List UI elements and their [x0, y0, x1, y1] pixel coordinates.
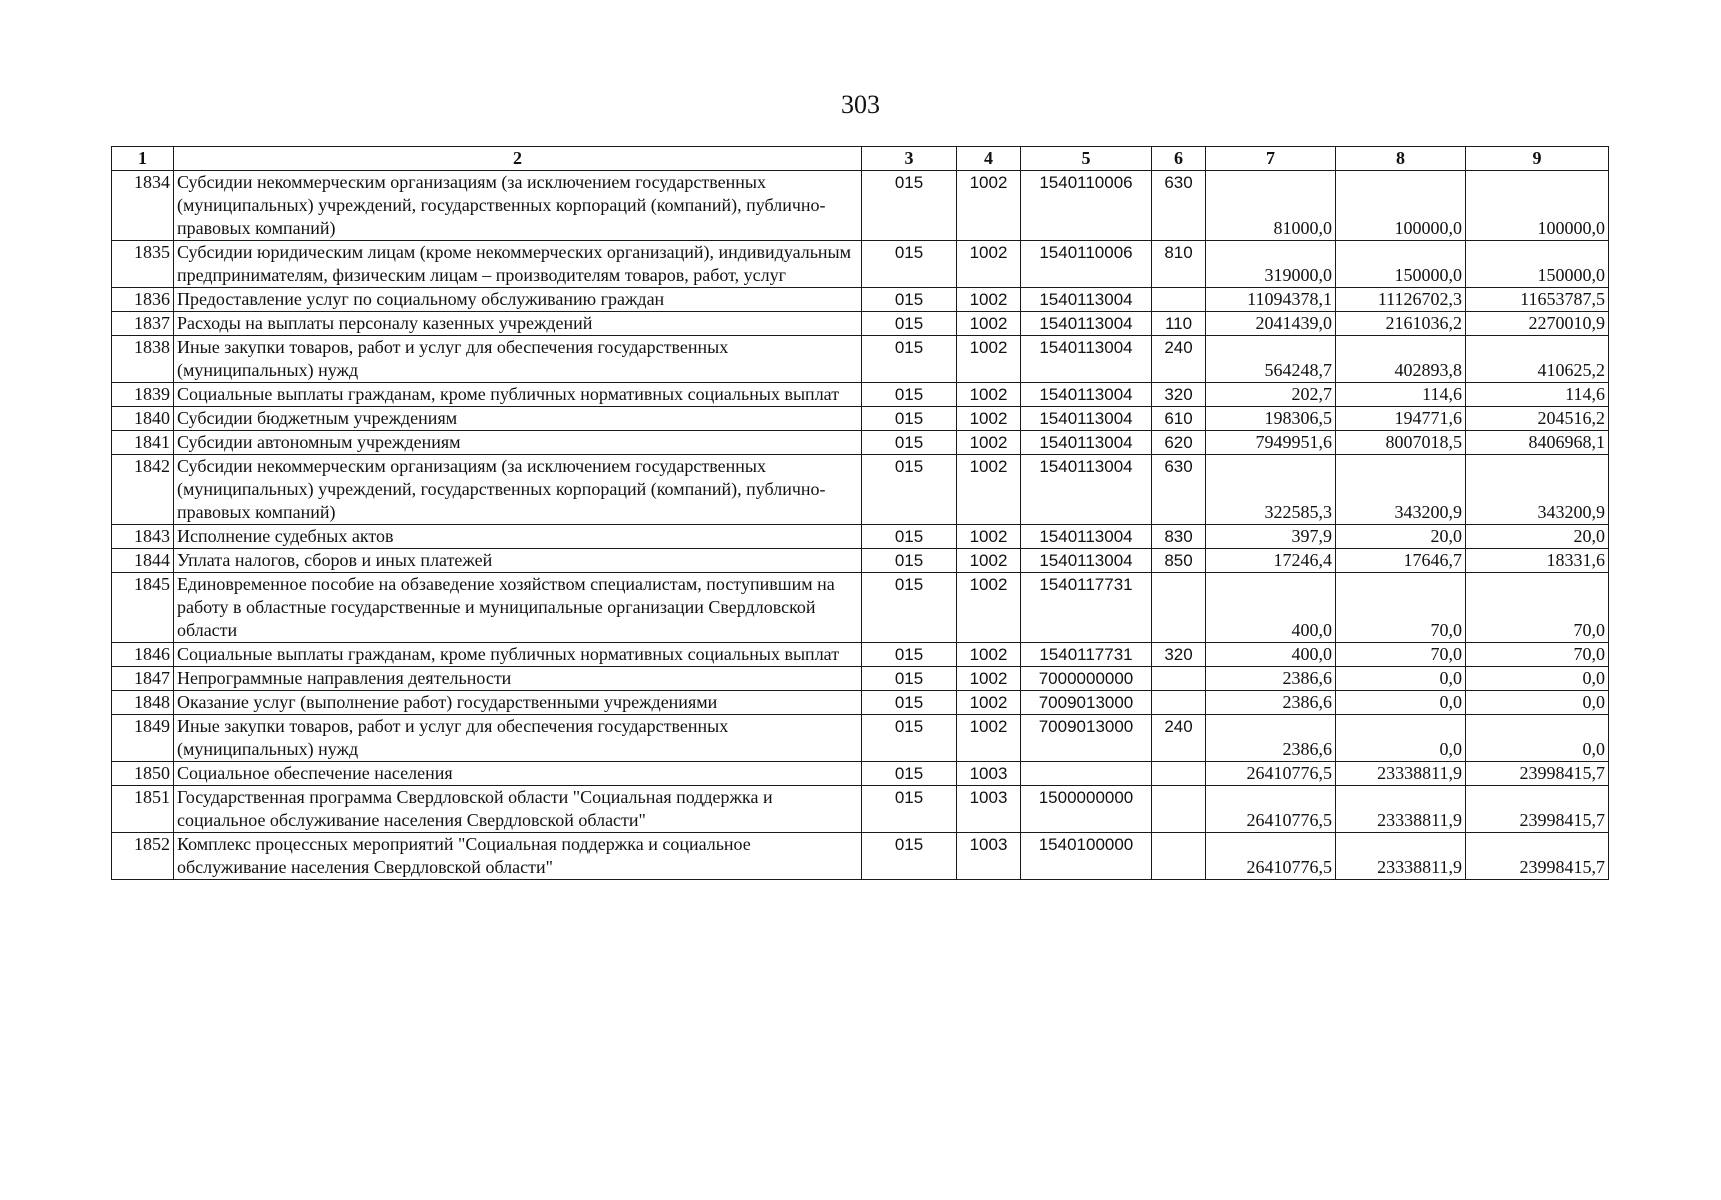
amount-col-8: 100000,0 [1336, 171, 1466, 241]
section-code: 1002 [957, 525, 1021, 549]
target-article-code: 7009013000 [1021, 715, 1152, 762]
target-article-code: 1540113004 [1021, 383, 1152, 407]
table-row [112, 667, 1609, 691]
target-article-code: 1500000000 [1021, 786, 1152, 833]
department-code: 015 [862, 525, 957, 549]
amount-col-8: 70,0 [1336, 573, 1466, 643]
row-number: 1851 [112, 786, 174, 833]
section-code: 1002 [957, 643, 1021, 667]
amount-col-8: 23338811,9 [1336, 762, 1466, 786]
target-article-code: 1540113004 [1021, 455, 1152, 525]
row-description: Субсидии некоммерческим организациям (за исключением государственных (муниципальных) учреждений, государственных корпораций (компаний), публично-правовых компаний) [174, 171, 862, 241]
amount-col-8: 114,6 [1336, 383, 1466, 407]
row-description: Субсидии автономным учреждениям [174, 431, 862, 455]
amount-col-8: 20,0 [1336, 525, 1466, 549]
section-code: 1002 [957, 383, 1021, 407]
section-code: 1002 [957, 667, 1021, 691]
expense-type-code: 240 [1152, 715, 1206, 762]
section-code: 1003 [957, 762, 1021, 786]
amount-col-7: 2386,6 [1206, 691, 1336, 715]
row-description: Непрограммные направления деятельности [174, 667, 862, 691]
amount-col-7: 400,0 [1206, 643, 1336, 667]
table-row [112, 336, 1609, 383]
table-row [112, 573, 1609, 643]
amount-col-9: 11653787,5 [1466, 288, 1609, 312]
row-number: 1841 [112, 431, 174, 455]
row-description: Комплекс процессных мероприятий "Социальная поддержка и социальное обслуживание населения Свердловской области" [174, 833, 862, 880]
amount-col-7: 400,0 [1206, 573, 1336, 643]
amount-col-9: 100000,0 [1466, 171, 1609, 241]
department-code: 015 [862, 383, 957, 407]
expense-type-code [1152, 786, 1206, 833]
department-code: 015 [862, 241, 957, 288]
amount-col-7: 564248,7 [1206, 336, 1336, 383]
column-header-1: 1 [112, 147, 174, 171]
amount-col-7: 17246,4 [1206, 549, 1336, 573]
amount-col-7: 198306,5 [1206, 407, 1336, 431]
section-code: 1002 [957, 336, 1021, 383]
table-row [112, 786, 1609, 833]
amount-col-9: 0,0 [1466, 715, 1609, 762]
column-header-3: 3 [862, 147, 957, 171]
table-row [112, 171, 1609, 241]
amount-col-9: 0,0 [1466, 667, 1609, 691]
expense-type-code [1152, 573, 1206, 643]
table-body [112, 171, 1609, 880]
amount-col-7: 319000,0 [1206, 241, 1336, 288]
row-description: Социальное обеспечение населения [174, 762, 862, 786]
amount-col-9: 20,0 [1466, 525, 1609, 549]
row-number: 1837 [112, 312, 174, 336]
department-code: 015 [862, 833, 957, 880]
department-code: 015 [862, 786, 957, 833]
expense-type-code [1152, 833, 1206, 880]
target-article-code: 1540113004 [1021, 312, 1152, 336]
target-article-code: 1540117731 [1021, 643, 1152, 667]
amount-col-9: 2270010,9 [1466, 312, 1609, 336]
section-code: 1003 [957, 786, 1021, 833]
amount-col-9: 114,6 [1466, 383, 1609, 407]
target-article-code: 7000000000 [1021, 667, 1152, 691]
column-header-9: 9 [1466, 147, 1609, 171]
row-number: 1836 [112, 288, 174, 312]
amount-col-9: 23998415,7 [1466, 786, 1609, 833]
row-number: 1835 [112, 241, 174, 288]
target-article-code: 1540113004 [1021, 288, 1152, 312]
department-code: 015 [862, 312, 957, 336]
table-row [112, 643, 1609, 667]
amount-col-8: 11126702,3 [1336, 288, 1466, 312]
amount-col-9: 23998415,7 [1466, 833, 1609, 880]
target-article-code: 1540113004 [1021, 431, 1152, 455]
amount-col-9: 410625,2 [1466, 336, 1609, 383]
row-number: 1845 [112, 573, 174, 643]
amount-col-8: 343200,9 [1336, 455, 1466, 525]
section-code: 1002 [957, 431, 1021, 455]
table-row [112, 525, 1609, 549]
department-code: 015 [862, 431, 957, 455]
row-number: 1849 [112, 715, 174, 762]
amount-col-7: 81000,0 [1206, 171, 1336, 241]
expense-type-code: 620 [1152, 431, 1206, 455]
row-number: 1834 [112, 171, 174, 241]
amount-col-8: 17646,7 [1336, 549, 1466, 573]
department-code: 015 [862, 762, 957, 786]
amount-col-8: 23338811,9 [1336, 786, 1466, 833]
table-row [112, 383, 1609, 407]
target-article-code: 1540117731 [1021, 573, 1152, 643]
row-description: Субсидии некоммерческим организациям (за исключением государственных (муниципальных) учреждений, государственных корпораций (компаний), публично-правовых компаний) [174, 455, 862, 525]
section-code: 1002 [957, 549, 1021, 573]
row-description: Предоставление услуг по социальному обслуживанию граждан [174, 288, 862, 312]
department-code: 015 [862, 715, 957, 762]
row-number: 1844 [112, 549, 174, 573]
expense-type-code: 830 [1152, 525, 1206, 549]
amount-col-7: 2386,6 [1206, 715, 1336, 762]
amount-col-8: 70,0 [1336, 643, 1466, 667]
table-row [112, 691, 1609, 715]
row-number: 1838 [112, 336, 174, 383]
expense-type-code [1152, 762, 1206, 786]
column-header-8: 8 [1336, 147, 1466, 171]
department-code: 015 [862, 288, 957, 312]
row-description: Уплата налогов, сборов и иных платежей [174, 549, 862, 573]
row-number: 1850 [112, 762, 174, 786]
amount-col-7: 2041439,0 [1206, 312, 1336, 336]
table-row [112, 549, 1609, 573]
table-row [112, 241, 1609, 288]
row-number: 1842 [112, 455, 174, 525]
amount-col-9: 0,0 [1466, 691, 1609, 715]
row-number: 1852 [112, 833, 174, 880]
amount-col-7: 2386,6 [1206, 667, 1336, 691]
amount-col-7: 11094378,1 [1206, 288, 1336, 312]
expense-type-code: 240 [1152, 336, 1206, 383]
row-description: Субсидии бюджетным учреждениям [174, 407, 862, 431]
amount-col-9: 8406968,1 [1466, 431, 1609, 455]
section-code: 1002 [957, 171, 1021, 241]
amount-col-8: 2161036,2 [1336, 312, 1466, 336]
department-code: 015 [862, 549, 957, 573]
section-code: 1002 [957, 715, 1021, 762]
expense-type-code: 850 [1152, 549, 1206, 573]
section-code: 1002 [957, 241, 1021, 288]
row-number: 1839 [112, 383, 174, 407]
target-article-code: 1540110006 [1021, 171, 1152, 241]
expense-type-code [1152, 288, 1206, 312]
table-row [112, 288, 1609, 312]
row-number: 1848 [112, 691, 174, 715]
table-row [112, 762, 1609, 786]
table-header [112, 147, 1609, 171]
amount-col-9: 150000,0 [1466, 241, 1609, 288]
department-code: 015 [862, 691, 957, 715]
department-code: 015 [862, 407, 957, 431]
row-description: Иные закупки товаров, работ и услуг для обеспечения государственных (муниципальных) нужд [174, 336, 862, 383]
row-number: 1847 [112, 667, 174, 691]
expense-type-code: 630 [1152, 171, 1206, 241]
target-article-code: 1540113004 [1021, 525, 1152, 549]
section-code: 1002 [957, 288, 1021, 312]
row-number: 1846 [112, 643, 174, 667]
table-row [112, 715, 1609, 762]
amount-col-8: 150000,0 [1336, 241, 1466, 288]
amount-col-8: 402893,8 [1336, 336, 1466, 383]
row-description: Социальные выплаты гражданам, кроме публичных нормативных социальных выплат [174, 643, 862, 667]
expense-type-code: 320 [1152, 643, 1206, 667]
amount-col-9: 204516,2 [1466, 407, 1609, 431]
amount-col-9: 70,0 [1466, 573, 1609, 643]
department-code: 015 [862, 643, 957, 667]
table-row [112, 407, 1609, 431]
department-code: 015 [862, 573, 957, 643]
row-description: Социальные выплаты гражданам, кроме публичных нормативных социальных выплат [174, 383, 862, 407]
target-article-code: 7009013000 [1021, 691, 1152, 715]
table-row [112, 455, 1609, 525]
amount-col-9: 18331,6 [1466, 549, 1609, 573]
department-code: 015 [862, 455, 957, 525]
expense-type-code: 110 [1152, 312, 1206, 336]
amount-col-8: 0,0 [1336, 691, 1466, 715]
row-description: Оказание услуг (выполнение работ) государственными учреждениями [174, 691, 862, 715]
header-row [112, 147, 1609, 171]
expense-type-code: 810 [1152, 241, 1206, 288]
amount-col-8: 0,0 [1336, 667, 1466, 691]
table-row [112, 312, 1609, 336]
amount-col-8: 194771,6 [1336, 407, 1466, 431]
amount-col-8: 0,0 [1336, 715, 1466, 762]
expense-type-code: 320 [1152, 383, 1206, 407]
amount-col-8: 8007018,5 [1336, 431, 1466, 455]
column-header-6: 6 [1152, 147, 1206, 171]
department-code: 015 [862, 667, 957, 691]
section-code: 1003 [957, 833, 1021, 880]
amount-col-9: 70,0 [1466, 643, 1609, 667]
column-header-4: 4 [957, 147, 1021, 171]
amount-col-7: 322585,3 [1206, 455, 1336, 525]
row-description: Исполнение судебных актов [174, 525, 862, 549]
target-article-code [1021, 762, 1152, 786]
row-description: Государственная программа Свердловской области "Социальная поддержка и социальное обслуживание населения Свердловской области" [174, 786, 862, 833]
target-article-code: 1540113004 [1021, 407, 1152, 431]
amount-col-7: 7949951,6 [1206, 431, 1336, 455]
amount-col-7: 202,7 [1206, 383, 1336, 407]
section-code: 1002 [957, 455, 1021, 525]
row-description: Расходы на выплаты персоналу казенных учреждений [174, 312, 862, 336]
table-row [112, 833, 1609, 880]
column-header-7: 7 [1206, 147, 1336, 171]
target-article-code: 1540110006 [1021, 241, 1152, 288]
budget-table [111, 146, 1609, 880]
department-code: 015 [862, 336, 957, 383]
target-article-code: 1540113004 [1021, 549, 1152, 573]
section-code: 1002 [957, 691, 1021, 715]
target-article-code: 1540113004 [1021, 336, 1152, 383]
amount-col-8: 23338811,9 [1336, 833, 1466, 880]
target-article-code: 1540100000 [1021, 833, 1152, 880]
expense-type-code [1152, 691, 1206, 715]
amount-col-7: 26410776,5 [1206, 762, 1336, 786]
section-code: 1002 [957, 407, 1021, 431]
expense-type-code: 630 [1152, 455, 1206, 525]
section-code: 1002 [957, 312, 1021, 336]
column-header-5: 5 [1021, 147, 1152, 171]
amount-col-7: 26410776,5 [1206, 833, 1336, 880]
department-code: 015 [862, 171, 957, 241]
row-description: Единовременное пособие на обзаведение хозяйством специалистам, поступившим на работу в областные государственные и муниципальные организации Свердловской области [174, 573, 862, 643]
expense-type-code [1152, 667, 1206, 691]
row-description: Субсидии юридическим лицам (кроме некоммерческих организаций), индивидуальным предпринимателям, физическим лицам – производителям товаров, работ, услуг [174, 241, 862, 288]
row-number: 1840 [112, 407, 174, 431]
amount-col-7: 26410776,5 [1206, 786, 1336, 833]
column-header-2: 2 [174, 147, 862, 171]
amount-col-7: 397,9 [1206, 525, 1336, 549]
amount-col-9: 343200,9 [1466, 455, 1609, 525]
table-row [112, 431, 1609, 455]
row-description: Иные закупки товаров, работ и услуг для обеспечения государственных (муниципальных) нужд [174, 715, 862, 762]
row-number: 1843 [112, 525, 174, 549]
expense-type-code: 610 [1152, 407, 1206, 431]
section-code: 1002 [957, 573, 1021, 643]
amount-col-9: 23998415,7 [1466, 762, 1609, 786]
page-number: 303 [841, 90, 880, 119]
